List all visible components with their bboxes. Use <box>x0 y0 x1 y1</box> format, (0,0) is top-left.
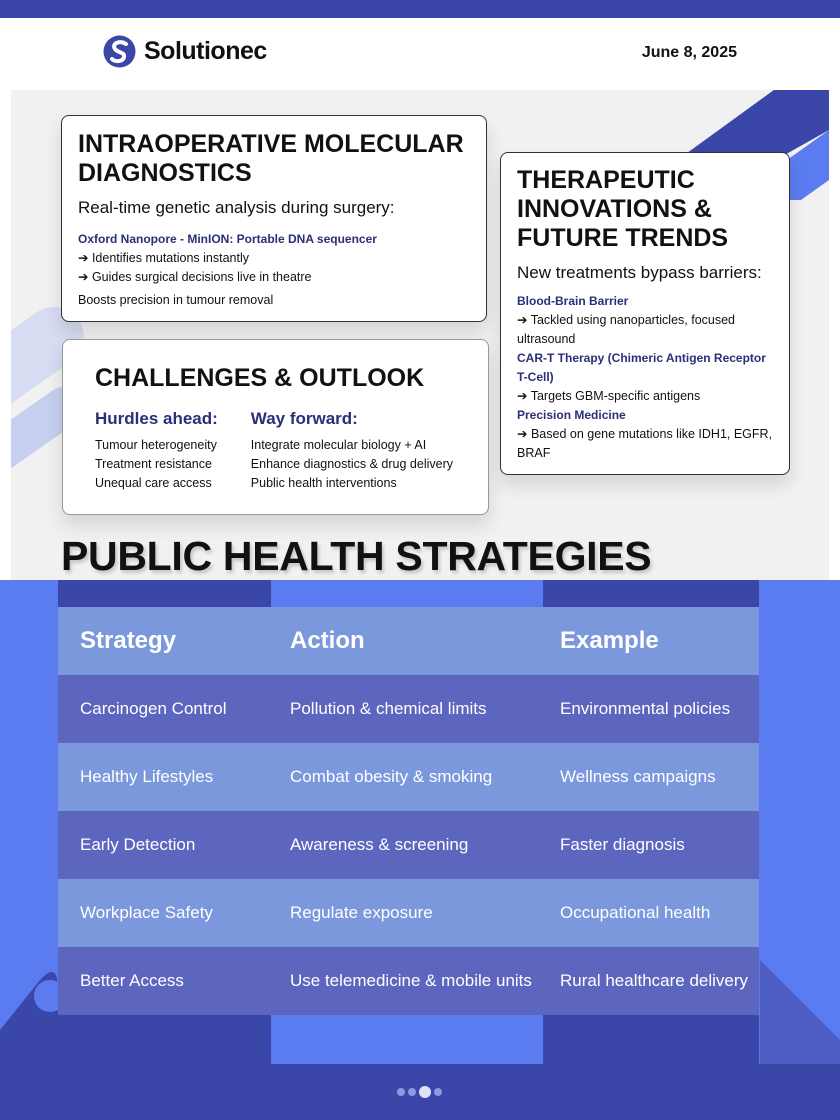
s-swirl-logo-icon <box>103 35 136 68</box>
list-item: Integrate molecular biology + AI <box>250 438 427 452</box>
cell-strategy: Workplace Safety <box>80 903 213 922</box>
way-forward-column <box>251 409 456 493</box>
header <box>0 18 840 90</box>
intraoperative-diagnostics-card <box>61 115 487 322</box>
cell-action: Combat obesity & smoking <box>290 767 493 786</box>
bullet-item: ➔ Identifies mutations instantly <box>78 251 249 265</box>
card-title: THERAPEUTIC INNOVATIONS & FUTURE TRENDS <box>517 166 729 252</box>
column-header: Action <box>290 627 365 654</box>
card-title: CHALLENGES & OUTLOOK <box>95 364 425 392</box>
top-accent-strip <box>0 0 840 18</box>
table-row <box>58 675 759 743</box>
cell-strategy: Early Detection <box>80 835 196 854</box>
cell-action: Pollution & chemical limits <box>290 699 487 718</box>
column-header: Strategy <box>80 627 177 654</box>
column-heading: Way forward: <box>250 409 358 428</box>
table-row <box>58 811 759 879</box>
cell-strategy: Better Access <box>80 971 184 990</box>
list-item: Enhance diagnostics & drug delivery <box>250 457 453 471</box>
section-title: PUBLIC HEALTH STRATEGIES <box>61 533 652 579</box>
list-item: Treatment resistance <box>95 457 212 471</box>
card-lead: New treatments bypass barriers: <box>517 263 762 282</box>
cell-example: Occupational health <box>560 903 711 922</box>
item-detail: ➔ Based on gene mutations like IDH1, EGFR, BRAF <box>517 427 773 460</box>
item-heading: Blood-Brain Barrier <box>517 294 629 308</box>
publish-date: June 8, 2025 <box>641 44 737 61</box>
page-dot[interactable] <box>408 1088 416 1096</box>
item-detail: ➔ Targets GBM-specific antigens <box>517 389 701 403</box>
brand-logo <box>103 35 267 68</box>
card-footer-note: Boosts precision in tumour removal <box>78 293 274 307</box>
hurdles-column <box>95 409 251 493</box>
column-header: Example <box>560 627 659 654</box>
card-lead: Real-time genetic analysis during surgery: <box>78 198 395 217</box>
pagination-dots <box>397 1086 442 1098</box>
table-row <box>58 879 759 947</box>
page-dot[interactable] <box>434 1088 442 1096</box>
bullet-item: ➔ Guides surgical decisions live in theatre <box>78 270 312 284</box>
footer <box>0 1064 840 1120</box>
device-highlight: Oxford Nanopore - MinION: Portable DNA sequencer <box>78 232 377 246</box>
list-item: Public health interventions <box>250 476 397 490</box>
item-heading: CAR-T Therapy (Chimeric Antigen Receptor T-Cell) <box>517 351 766 384</box>
cell-strategy: Healthy Lifestyles <box>80 767 214 786</box>
cell-example: Wellness campaigns <box>560 767 716 786</box>
cell-example: Environmental policies <box>560 699 731 718</box>
cell-action: Use telemedicine & mobile units <box>290 971 532 990</box>
item-heading: Precision Medicine <box>517 408 626 422</box>
cell-example: Faster diagnosis <box>560 835 685 854</box>
cell-example: Rural healthcare delivery <box>560 971 749 990</box>
item-detail: ➔ Tackled using nanoparticles, focused ultrasound <box>517 313 736 346</box>
table-header-row <box>58 607 759 675</box>
cell-action: Regulate exposure <box>290 903 433 922</box>
cell-action: Awareness & screening <box>290 835 469 854</box>
challenges-outlook-card <box>62 339 489 515</box>
brand-name: Solutionec <box>144 37 267 65</box>
table-row <box>58 743 759 811</box>
column-heading: Hurdles ahead: <box>95 409 218 428</box>
cell-strategy: Carcinogen Control <box>80 699 227 718</box>
table-row <box>58 947 759 1015</box>
list-item: Unequal care access <box>95 476 212 490</box>
card-title: INTRAOPERATIVE MOLECULAR DIAGNOSTICS <box>78 130 464 187</box>
therapeutic-innovations-card <box>500 152 790 475</box>
page-dot-active[interactable] <box>419 1086 431 1098</box>
strategy-table <box>58 607 759 1015</box>
list-item: Tumour heterogeneity <box>95 438 217 452</box>
page-dot[interactable] <box>397 1088 405 1096</box>
